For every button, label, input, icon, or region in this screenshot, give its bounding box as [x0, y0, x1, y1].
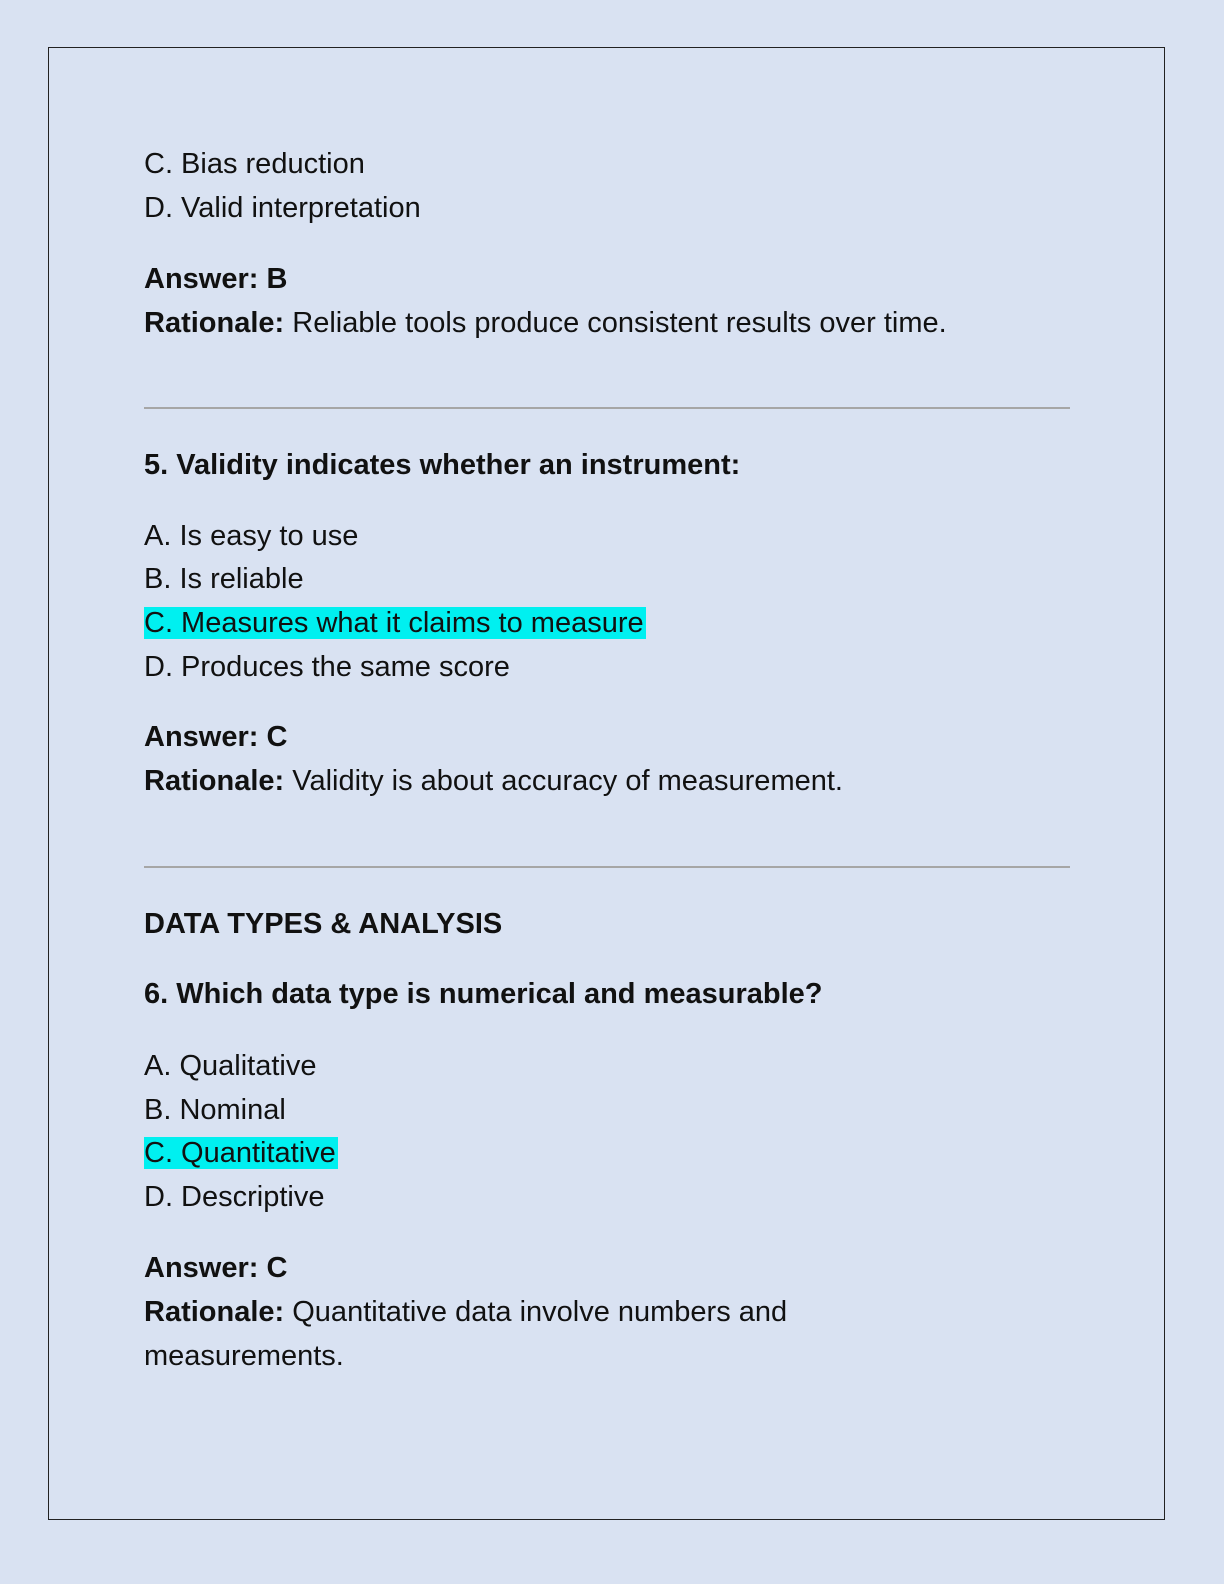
q5-question: 5. Validity indicates whether an instrument:	[144, 449, 741, 481]
q6-rationale-text-line1: Quantitative data involve numbers and	[292, 1296, 788, 1328]
q5-answer-label: Answer:	[144, 721, 259, 753]
q5-answer-value: C	[266, 721, 288, 753]
q5-option-c-highlighted	[144, 601, 646, 645]
q6-option-d: D. Descriptive	[144, 1181, 325, 1213]
q6-rationale	[144, 1290, 787, 1334]
q6-option-c-text: C. Quantitative	[144, 1137, 336, 1169]
q4-rationale	[144, 301, 947, 345]
q4-rationale-label: Rationale:	[144, 307, 285, 339]
q6-question: 6. Which data type is numerical and measurable?	[144, 978, 823, 1010]
q4-rationale-text: Reliable tools produce consistent results over time.	[292, 307, 947, 339]
q5-option-a: A. Is easy to use	[144, 520, 359, 552]
section-heading: DATA TYPES & ANALYSIS	[144, 908, 503, 940]
q6-option-a: A. Qualitative	[144, 1050, 317, 1082]
q6-option-c-highlighted	[144, 1131, 338, 1175]
q5-option-d: D. Produces the same score	[144, 651, 510, 683]
q6-rationale-label: Rationale:	[144, 1296, 285, 1328]
q6-answer-label: Answer:	[144, 1252, 259, 1284]
q4-answer	[144, 257, 287, 301]
divider-rule	[144, 866, 1070, 868]
q4-option-d: D. Valid interpretation	[144, 192, 421, 224]
q5-answer	[144, 715, 287, 759]
q5-rationale	[144, 759, 843, 803]
q5-rationale-label: Rationale:	[144, 765, 285, 797]
q4-answer-value: B	[266, 263, 288, 295]
q4-option-c: C. Bias reduction	[144, 148, 365, 180]
q6-rationale-text-line2: measurements.	[144, 1340, 344, 1372]
q6-answer-value: C	[266, 1252, 288, 1284]
q5-option-c-text: C. Measures what it claims to measure	[144, 607, 644, 639]
q5-rationale-text: Validity is about accuracy of measurement.	[292, 765, 843, 797]
q6-option-b: B. Nominal	[144, 1094, 286, 1126]
q6-answer	[144, 1246, 287, 1290]
q5-option-b: B. Is reliable	[144, 563, 304, 595]
q4-answer-label: Answer:	[144, 263, 259, 295]
divider-rule	[144, 407, 1070, 409]
